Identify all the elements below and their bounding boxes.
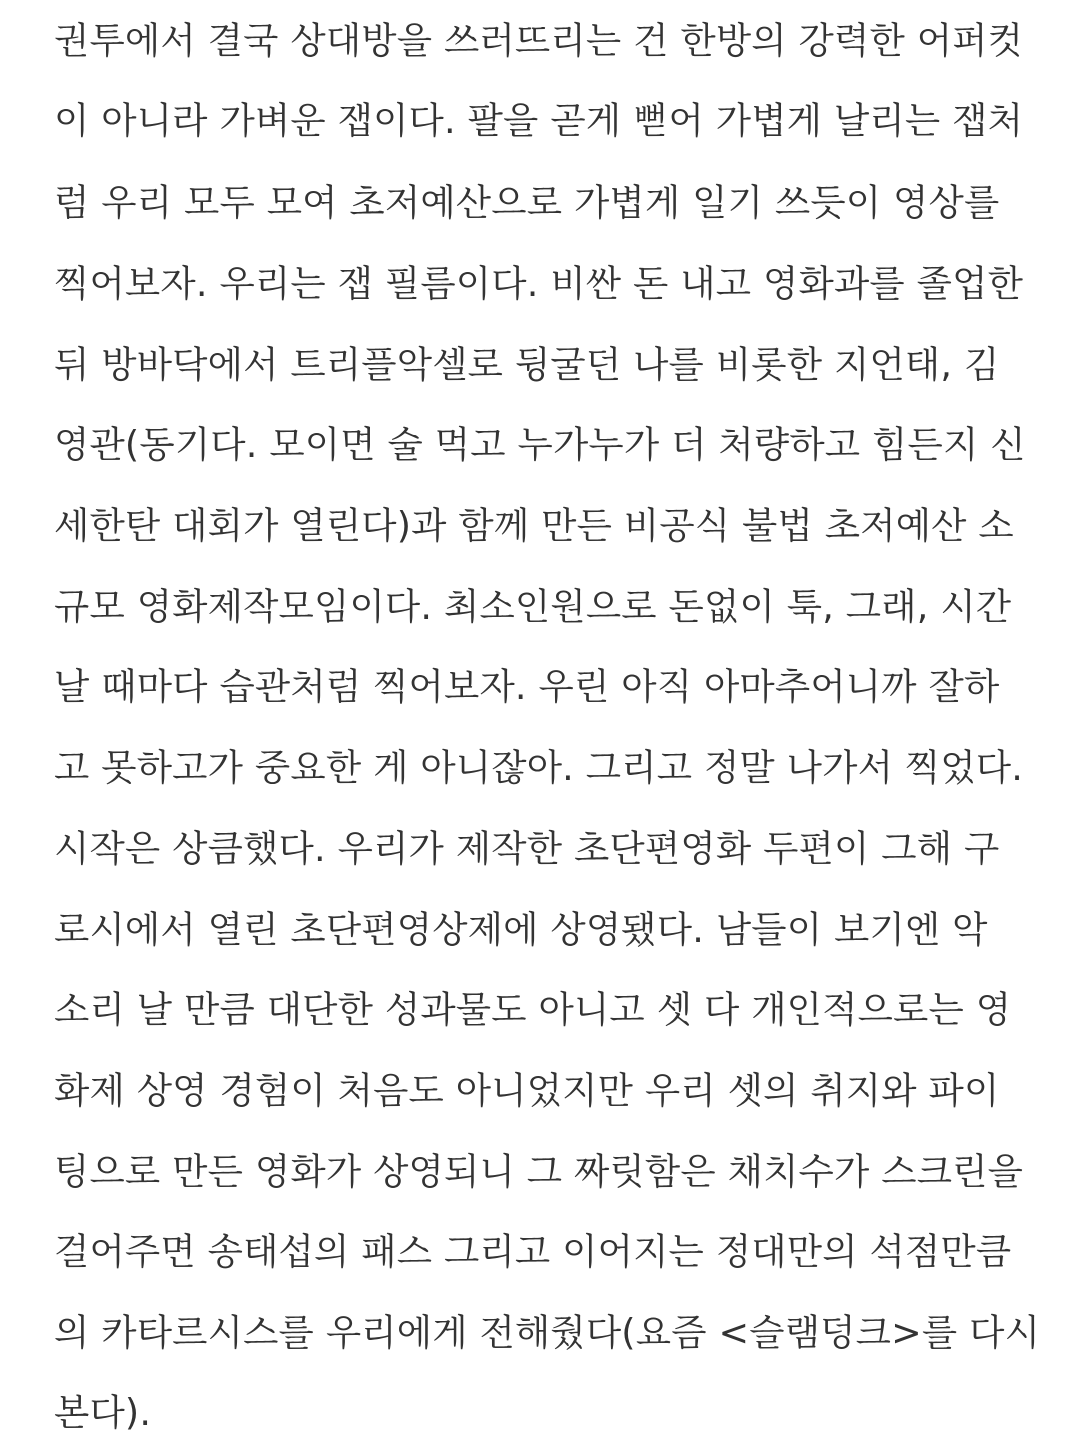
article-line: 고 못하고가 중요한 게 아니잖아. 그리고 정말 나가서 찍었다. <box>54 746 1024 789</box>
article-line: 팅으로 만든 영화가 상영되니 그 짜릿함은 채치수가 스크린을 <box>54 1150 1024 1193</box>
article-line: 소리 날 만큼 대단한 성과물도 아니고 셋 다 개인적으로는 영 <box>54 988 1012 1031</box>
article-line: 찍어보자. 우리는 잽 필름이다. 비싼 돈 내고 영화과를 졸업한 <box>54 262 1024 305</box>
article-line: 화제 상영 경험이 처음도 아니었지만 우리 셋의 취지와 파이 <box>54 1069 1000 1112</box>
article-line: 날 때마다 습관처럼 찍어보자. 우린 아직 아마추어니까 잘하 <box>54 665 1000 708</box>
article-line: 규모 영화제작모임이다. 최소인원으로 돈없이 툭, 그래, 시간 <box>54 585 1012 628</box>
article-line: 뒤 방바닥에서 트리플악셀로 뒹굴던 나를 비롯한 지언태, 김 <box>54 343 1000 386</box>
article-line: 본다). <box>54 1391 152 1434</box>
article-line: 이 아니라 가벼운 잽이다. 팔을 곧게 뻗어 가볍게 날리는 잽처 <box>54 99 1024 142</box>
article-line: 걸어주면 송태섭의 패스 그리고 이어지는 정대만의 석점만큼 <box>54 1230 1012 1273</box>
article-line: 로시에서 열린 초단편영상제에 상영됐다. 남들이 보기엔 악 <box>54 908 988 951</box>
article-line: 럼 우리 모두 모여 초저예산으로 가볍게 일기 쓰듯이 영상를 <box>54 181 1000 224</box>
article-line: 영관(동기다. 모이면 술 먹고 누가누가 더 처량하고 힘든지 신 <box>54 423 1026 466</box>
article-line: 권투에서 결국 상대방을 쓰러뜨리는 건 한방의 강력한 어퍼컷 <box>54 19 1024 62</box>
article-line: 시작은 상큼했다. 우리가 제작한 초단편영화 두편이 그해 구 <box>54 827 1000 870</box>
article-line: 세한탄 대회가 열린다)과 함께 만든 비공식 불법 초저예산 소 <box>54 504 1014 547</box>
article-line: 의 카타르시스를 우리에게 전해줬다(요즘 <슬램덩크>를 다시 <box>54 1311 1041 1354</box>
